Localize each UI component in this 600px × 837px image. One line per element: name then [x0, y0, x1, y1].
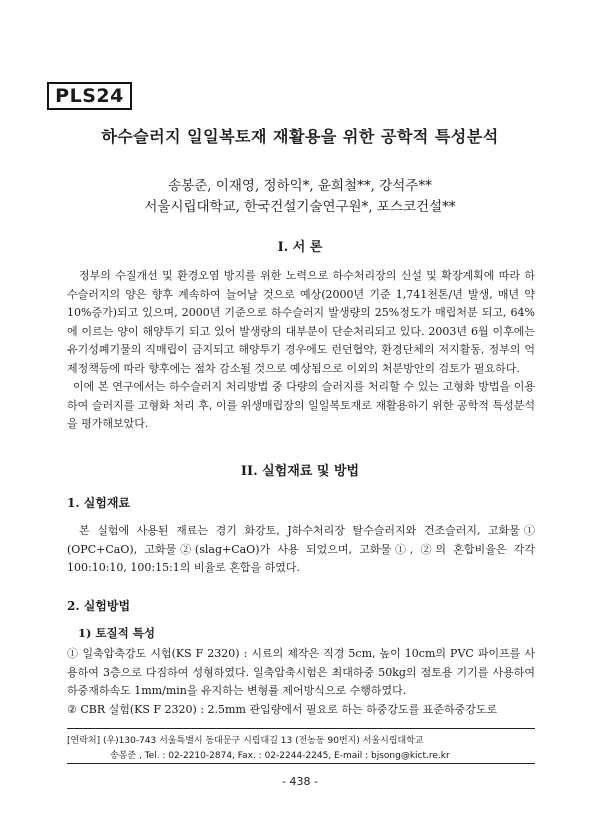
materials-body [67, 522, 535, 578]
session-code-box: PLS24 [47, 82, 132, 110]
footer-divider-bottom [67, 763, 535, 764]
contact-line-1: [연락처] (우)130-743 서울특별시 동대문구 시립대길 13 (전농동 90번지) 서울시립대학교 [67, 736, 424, 746]
page-number: - 438 - [282, 775, 318, 788]
intro-heading: I. 서 론 [277, 240, 323, 255]
footer-divider [67, 728, 535, 729]
soil-paragraph-2: ② CBR 실험(KS F 2320) : 2.5mm 관입량에서 필요로 하는 하중강도를 표준하중강도로 [67, 702, 498, 716]
affiliation-list: 서울시립대학교, 한국건설기술연구원*, 포스코건설** [144, 199, 456, 215]
paper-title: 하수슬러지 일일복토재 재활용을 위한 공학적 특성분석 [101, 127, 499, 146]
intro-paragraph-1: 정부의 수질개선 및 환경오염 방지를 위한 노력으로 하수처리장의 신설 및 확장계획에 따라 하수슬러지의 양은 향후 계속하여 늘어날 것으로 예상(2000년 기준 1,741천톤/년 발생, 매년 약 10%증가)되고 있으며, 2000년 기준으로 하수슬러지 발생량의 25%정도가 매립처분 되고, 64%에 이르는 양이 해양투기 되고 있어 발생량의 대부분이 단순처리되고 있다. 2003년 6월 이후에는 유기성폐기물의 직매립이 금지되고 해양투기 경우에도 런던협약, 환경단체의 저지활동, 정부의 억제정책등에 따라 향후에는 점차 감소될 것으로 예상됨으로 이외의 처분방안의 검토가 필요하다. [67, 269, 535, 375]
soil-paragraph-1: ① 일축압축강도 시험(KS F 2320) : 시료의 제작은 직경 5cm, 높이 10cm의 PVC 파이프를 사용하여 3층으로 다짐하여 성형하였다. 일축압축시험은 최대하중 50kg의 점토용 기기를 사용하여 하중재하속도 1mm/min을 유지하는 변형률 제어방식으로 수행하였다. [67, 647, 535, 697]
method-heading: 2. 실험방법 [67, 599, 131, 613]
intro-body [67, 267, 535, 434]
materials-paragraph: 본 실험에 사용된 재료는 경기 화강토, J하수처리장 탈수슬러지와 건조슬러지, 고화물① (OPC+CaO), 고화물②(slag+CaO)가 사용 되었으며, 고화물①, ②의 혼합비율은 각각 100:10:10, 100:15:1의 비율로 혼합을 하였다. [67, 524, 535, 574]
materials-heading: 1. 실험재료 [67, 496, 131, 510]
soil-properties-heading: 1) 토질적 특성 [78, 626, 155, 640]
author-list: 송봉준, 이재영, 정하익*, 윤희철**, 강석주** [168, 178, 432, 194]
methods-heading: II. 실험재료 및 방법 [240, 464, 360, 479]
intro-paragraph-2: 이에 본 연구에서는 하수슬러지 처리방법 중 다량의 슬러지를 처리할 수 있는 고형화 방법을 이용하여 슬러지를 고형화 처리 후, 이를 위생매립장의 일일복토재로 재활용하기 위한 공학적 특성분석을 평가해보았다. [67, 380, 535, 430]
contact-line-2: 송봉준 , Tel. : 02-2210-2874, Fax. : 02-2244-2245, E-mail : bjsong@kict.re.kr [110, 751, 450, 761]
soil-properties-body [67, 645, 535, 719]
